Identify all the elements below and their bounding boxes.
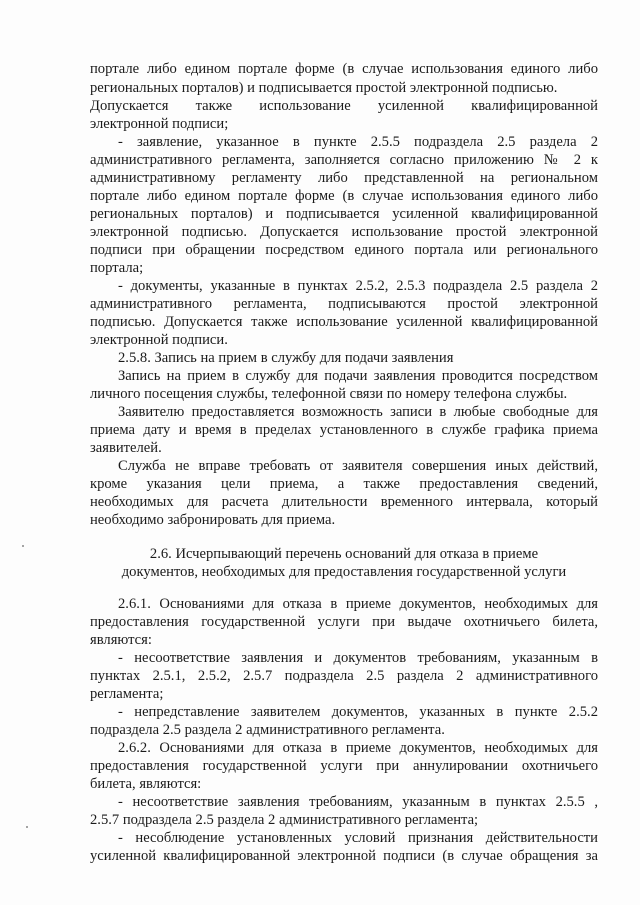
text-line: - несоблюдение установленных условий признания действительности xyxy=(118,830,598,846)
text-line: кроме указания цели приема, а также предоставления сведений, xyxy=(90,476,598,492)
text-line: - заявление, указанное в пункте 2.5.5 подраздела 2.5 раздела 2 xyxy=(118,134,598,150)
text-line: электронной подписи. xyxy=(90,332,228,348)
text-line: Служба не вправе требовать от заявителя совершения иных действий, xyxy=(118,458,598,474)
text-line: электронной подписью. Допускается использование простой электронной xyxy=(90,224,598,240)
text-line: 2.6.1. Основаниями для отказа в приеме документов, необходимых для xyxy=(118,596,598,612)
text-line: 2.6.2. Основаниями для отказа в приеме документов, необходимых для xyxy=(118,740,598,756)
text-line: предоставления государственной услуги при аннулировании охотничьего xyxy=(90,758,598,774)
text-line: Запись на прием в службу для подачи заявления проводится посредством xyxy=(118,368,598,384)
text-line: регламента; xyxy=(90,686,164,702)
text-line: портала; xyxy=(90,260,144,276)
text-line: заявителей. xyxy=(90,440,162,456)
text-line: необходимо забронировать для приема. xyxy=(90,512,336,528)
text-line: порталe либо едином портале форме (в случае использования единого либо xyxy=(90,61,598,77)
text-line: электронной подписи; xyxy=(90,116,229,132)
text-line: подписи при обращении посредством единого портала или регионального xyxy=(90,242,598,258)
scan-speck xyxy=(26,826,28,828)
subsection-heading: 2.5.8. Запись на прием в службу для подачи заявления xyxy=(118,350,454,366)
section-heading: 2.6. Исчерпывающий перечень оснований для отказа в приеме xyxy=(149,546,539,562)
text-line: билета, являются: xyxy=(90,776,202,792)
text-line: являются: xyxy=(90,632,152,648)
scan-speck xyxy=(22,545,24,547)
text-line: усиленной квалифицированной электронной подписи (в случае обращения за xyxy=(90,848,598,864)
text-line: - несоответствие заявления требованиям, указанным в пунктах 2.5.5 , xyxy=(118,794,598,810)
text-line: пунктах 2.5.1, 2.5.2, 2.5.7 подраздела 2.5 раздела 2 административного xyxy=(90,668,598,684)
text-line: приема дату и время в пределах установленного в службе графика приема xyxy=(90,422,598,438)
text-line: необходимых для расчета длительности временного интервала, который xyxy=(90,494,598,510)
text-line: портале либо едином портале форме (в случае использования единого либо xyxy=(90,188,598,204)
text-line: - непредставление заявителем документов, указанных в пункте 2.5.2 xyxy=(118,704,598,720)
text-line: Допускается также использование усиленной квалифицированной xyxy=(90,98,598,114)
text-line: региональных порталов) и подписывается простой электронной подписью. xyxy=(90,80,558,96)
text-line: Заявителю предоставляется возможность записи в любые свободные для xyxy=(118,404,598,420)
text-line: административного регламента, заполняется согласно приложению № 2 к xyxy=(90,152,598,168)
text-line: административному регламенту либо представленной на региональном xyxy=(90,170,598,186)
text-line: региональных порталов) и подписывается усиленной квалифицированной xyxy=(90,206,598,222)
text-line: личного посещения службы, телефонной связи по номеру телефона службы. xyxy=(90,386,568,402)
text-line: подписью. Допускается также использование усиленной квалифицированной xyxy=(90,314,598,330)
section-heading: документов, необходимых для предоставления государственной услуги xyxy=(121,564,567,580)
text-line: 2.5.7 подраздела 2.5 раздела 2 административного регламента; xyxy=(90,812,479,828)
text-line: - документы, указанные в пунктах 2.5.2, 2.5.3 подраздела 2.5 раздела 2 xyxy=(118,278,598,294)
text-line: предоставления государственной услуги при выдаче охотничьего билета, xyxy=(90,614,598,630)
text-line: административного регламента, подписываются простой электронной xyxy=(90,296,598,312)
text-line: - несоответствие заявления и документов требованиям, указанным в xyxy=(118,650,598,666)
text-line: подраздела 2.5 раздела 2 административного регламента. xyxy=(90,722,445,738)
